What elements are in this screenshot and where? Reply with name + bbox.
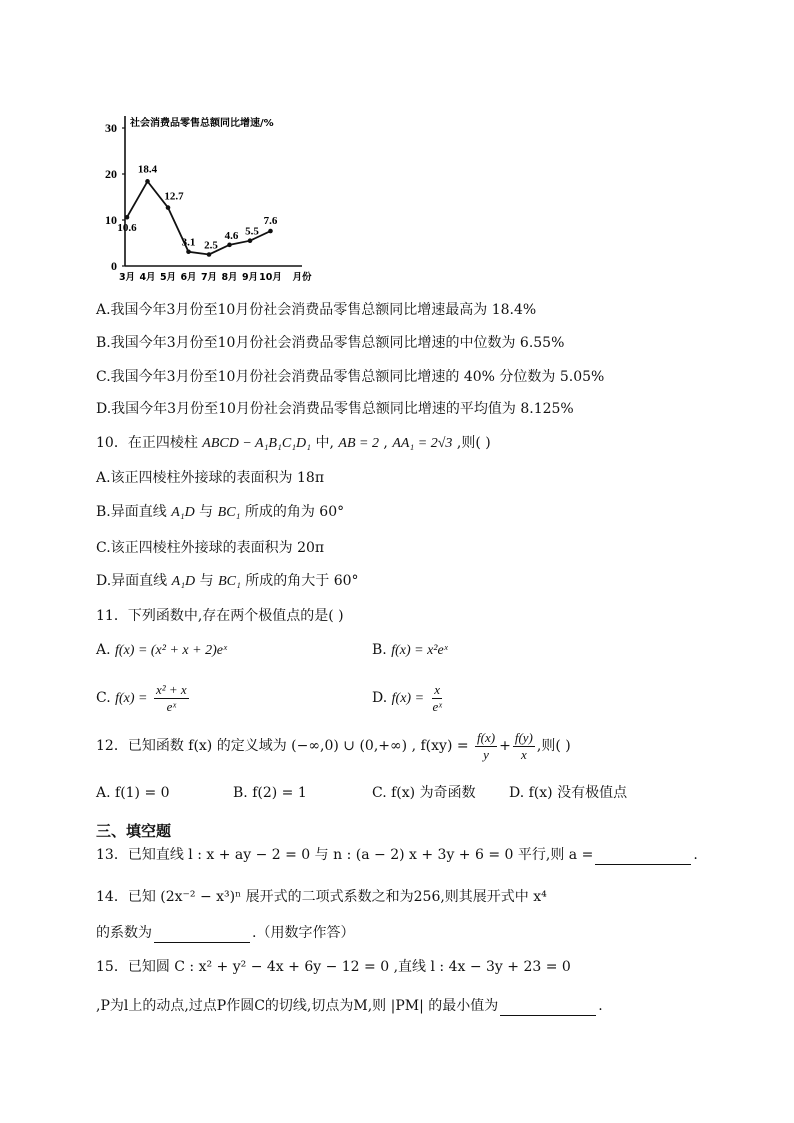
- q11-c-numerator: x² + x: [155, 681, 187, 697]
- q15-answer-blank[interactable]: [500, 1001, 596, 1016]
- x-tick-label: 9月: [241, 272, 259, 283]
- y-tick-label: 20: [105, 167, 117, 181]
- q11-a-label: A.: [96, 642, 111, 658]
- q15-line1: 15．已知圆 C : x² + y² − 4x + 6y − 12 = 0 ,直线 l : 4x − 3y + 23 = 0: [96, 959, 571, 975]
- x-tick-label: 3月: [118, 272, 136, 283]
- data-point: [125, 215, 130, 220]
- q12-fraction-1: [475, 730, 497, 763]
- data-point: [166, 205, 171, 210]
- q11-c-fraction: [154, 682, 189, 715]
- section-heading: 三、填空题: [96, 822, 172, 840]
- x-tick-label: 7月: [200, 272, 218, 283]
- q9-option-b: B.我国今年3月份至10月份社会消费品零售总额同比增速的中位数为 6.55%: [96, 335, 565, 351]
- x-tick-label: 5月: [159, 272, 177, 283]
- x-tick-label: 4月: [139, 272, 156, 283]
- q10-b-text: 与: [194, 504, 218, 520]
- q11-b-formula: f(x) = x²eˣ: [391, 643, 448, 658]
- q11-b-label: B.: [372, 642, 387, 658]
- data-label: 3.1: [181, 236, 196, 249]
- q10-option-a: A.该正四棱柱外接球的表面积为 18π: [96, 470, 325, 486]
- q13-end: .: [693, 847, 698, 863]
- q14-text: 的系数为: [96, 925, 152, 941]
- q13-text: 13．已知直线 l : x + ay − 2 = 0 与 n : (a − 2) x + 3y + 6 = 0 平行,则 a =: [96, 847, 594, 863]
- q11-d-denominator: eˣ: [432, 698, 442, 714]
- q10-stem-text: 10．在正四棱柱: [96, 435, 203, 451]
- data-label: 10.6: [117, 222, 137, 235]
- q9-option-a: A.我国今年3月份至10月份社会消费品零售总额同比增速最高为 18.4%: [96, 302, 537, 318]
- q10-option-b: [96, 502, 344, 523]
- q11-option-c: [96, 678, 191, 719]
- q12-f2-denominator: x: [520, 746, 527, 762]
- q11-d-numerator: x: [434, 681, 441, 697]
- q11-option-d: [372, 678, 446, 719]
- q9-option-d: D.我国今年3月份至10月份社会消费品零售总额同比增速的平均值为 8.125%: [96, 401, 574, 417]
- q10-stem-text: ,: [378, 435, 393, 451]
- q13: [96, 845, 698, 865]
- q11-d-label: D.: [372, 690, 388, 706]
- chart-title: 社会消费品零售总额同比增速/%: [130, 118, 274, 129]
- q11-c-denominator: eˣ: [166, 698, 177, 714]
- q10-d-line1: A₁D: [171, 574, 196, 589]
- q11-c-label: C.: [96, 690, 111, 706]
- q11-d-lhs: f(x) =: [391, 691, 425, 706]
- q10-stem-text: ,则( ): [452, 435, 491, 451]
- q12-option-a: A. f(1) = 0: [96, 785, 170, 801]
- q10-d-text: 所成的角大于 60°: [240, 573, 359, 589]
- data-label: 18.4: [137, 163, 158, 176]
- y-tick-label: 30: [105, 121, 117, 135]
- q12-option-d: D. f(x) 没有极值点: [509, 785, 628, 801]
- q14-line1: 14．已知 (2x⁻² − x³)ⁿ 展开式的二项式系数之和为256,则其展开式中 x⁴: [96, 889, 547, 905]
- q11-option-b: [372, 640, 448, 661]
- x-tick-label: 6月: [180, 272, 197, 283]
- data-label: 4.6: [224, 229, 239, 242]
- data-point: [268, 229, 273, 234]
- q9-option-c: C.我国今年3月份至10月份社会消费品零售总额同比增速的 40% 分位数为 5.05%: [96, 369, 605, 385]
- data-point: [248, 238, 253, 243]
- q10-option-c: C.该正四棱柱外接球的表面积为 20π: [96, 540, 325, 556]
- q11-option-a: [96, 640, 227, 661]
- q10-ab: AB = 2: [338, 436, 379, 451]
- x-tick-label: 8月: [221, 272, 238, 283]
- data-point: [207, 252, 212, 257]
- q12-stem-end: ,则( ): [536, 738, 571, 754]
- data-label: 7.6: [263, 215, 278, 228]
- q10-stem: [96, 433, 491, 454]
- series-line: [127, 181, 271, 254]
- q12-option-c: C. f(x) 为奇函数: [372, 785, 476, 801]
- q12-plus: +: [499, 738, 511, 754]
- q15-line2: [96, 996, 603, 1016]
- data-label: 2.5: [204, 239, 218, 252]
- q11-a-formula: f(x) = (x² + x + 2)eˣ: [115, 643, 227, 658]
- retail-growth-chart: [92, 108, 322, 288]
- q10-aa1: AA₁ = 2√3: [392, 436, 453, 451]
- q11-c-lhs: f(x) =: [115, 691, 148, 706]
- data-point: [186, 249, 191, 254]
- data-label: 12.7: [164, 190, 184, 203]
- q12-stem: [96, 726, 571, 766]
- q10-d-text: D.异面直线: [96, 573, 172, 589]
- q12-f2-numerator: f(y): [514, 729, 533, 745]
- q10-b-line2: BC₁: [217, 505, 241, 520]
- q13-answer-blank[interactable]: [595, 850, 691, 865]
- q14-line2: [96, 923, 354, 943]
- q10-option-d: [96, 571, 359, 592]
- q10-d-line2: BC₁: [218, 574, 241, 589]
- data-point: [227, 243, 232, 248]
- q10-stem-text: 中,: [311, 435, 339, 451]
- q15-text: ,P为l上的动点,过点P作圆C的切线,切点为M,则 |PM| 的最小值为: [96, 998, 499, 1014]
- y-tick-label: 10: [105, 213, 117, 227]
- q11-d-fraction: [430, 682, 443, 715]
- data-label: 5.5: [245, 225, 259, 238]
- q10-b-text: 所成的角为 60°: [240, 504, 345, 520]
- q12-fraction-2: [513, 730, 535, 763]
- y-tick-label: 0: [111, 259, 117, 273]
- data-point: [145, 179, 150, 184]
- q10-b-text: B.异面直线: [96, 504, 172, 520]
- q10-d-text: 与: [195, 573, 219, 589]
- q12-option-b: B. f(2) = 1: [233, 785, 307, 801]
- q11-stem: 11．下列函数中,存在两个极值点的是( ): [96, 608, 344, 624]
- q12-f1-denominator: y: [483, 746, 489, 762]
- q14-answer-blank[interactable]: [154, 928, 250, 943]
- q12-f1-numerator: f(x): [477, 729, 496, 745]
- x-axis-label: 月份: [292, 272, 312, 283]
- q12-stem-text: 12．已知函数 f(x) 的定义域为 (−∞,0) ∪ (0,+∞) , f(xy) =: [96, 738, 469, 754]
- q15-end: .: [598, 998, 603, 1014]
- q14-text-end: .（用数字作答）: [252, 925, 355, 941]
- q10-b-line1: A₁D: [171, 505, 195, 520]
- x-tick-label: 10月: [259, 272, 282, 283]
- q10-prism: ABCD − A₁B₁C₁D₁: [202, 436, 312, 451]
